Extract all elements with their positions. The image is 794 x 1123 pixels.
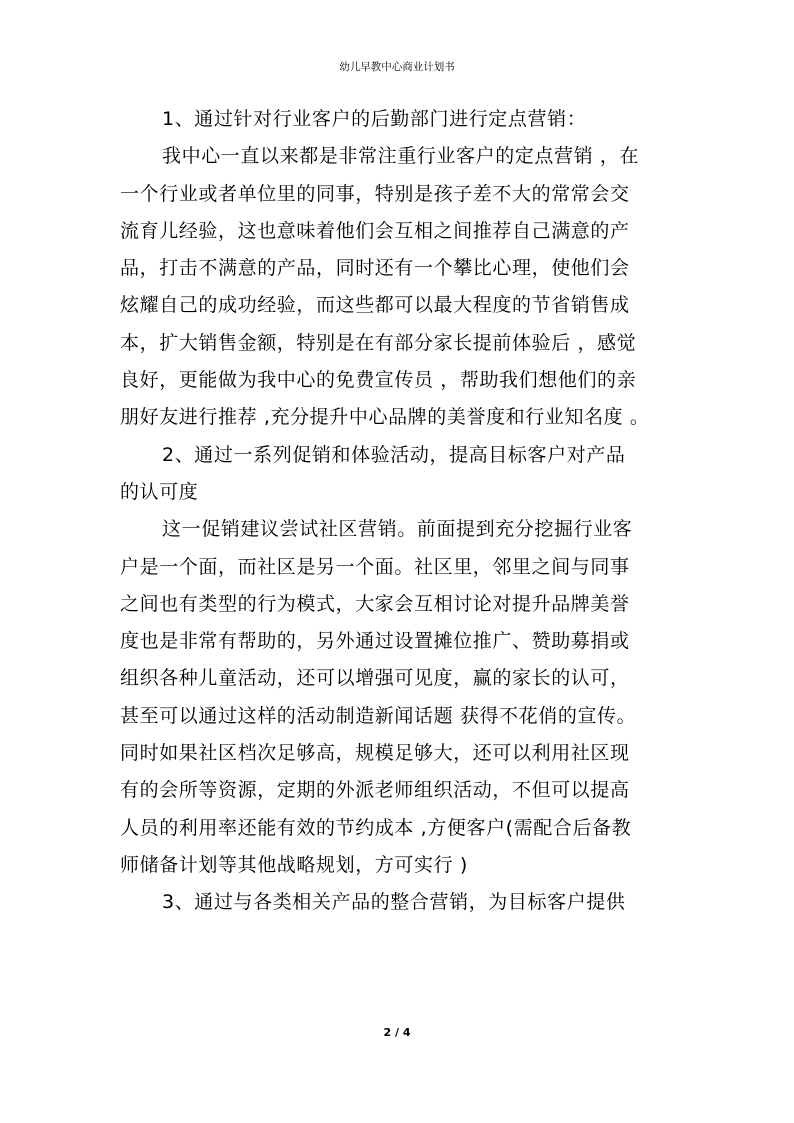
section-heading-2: 2、通过一系列促销和体验活动，提高目标客户对产品 — [162, 443, 626, 466]
paragraph-line: 组织各种儿童活动，还可以增强可见度，赢的家长的认可， — [120, 667, 630, 690]
paragraph-line: 朋好友进行推荐 ,充分提升中心品牌的美誉度和行业知名度 。 — [120, 406, 650, 429]
page-number: 2 / 4 — [383, 1026, 411, 1039]
paragraph-line: 这一促销建议尝试社区营销。前面提到充分挖掘行业客 — [162, 518, 633, 541]
paragraph-line: 一个行业或者单位里的同事，特别是孩子差不大的常常会交 — [120, 182, 630, 205]
paragraph-line: 本，扩大销售金额，特别是在有部分家长提前体验后 ，感觉 — [120, 331, 637, 354]
paragraph-line: 流育儿经验，这也意味着他们会互相之间推荐自己满意的产 — [120, 219, 630, 242]
paragraph-line: 我中心一直以来都是非常注重行业客户的定点营销 ，在 — [162, 145, 640, 168]
paragraph-line: 有的会所等资源，定期的外派老师组织活动，不但可以提高 — [120, 779, 630, 802]
paragraph-line: 甚至可以通过这样的活动制造新闻话题 获得不花俏的宣传。 — [120, 704, 637, 727]
document-body — [120, 101, 680, 922]
paragraph-line: 炫耀自己的成功经验，而这些都可以最大程度的节省销售成 — [120, 294, 630, 317]
paragraph-line: 户是一个面，而社区是另一个面。社区里，邻里之间与同事 — [120, 555, 630, 578]
page-header: 幼儿早教中心商业计划书 — [339, 61, 455, 73]
section-heading-1: 1、通过针对行业客户的后勤部门进行定点营销： — [162, 108, 587, 130]
section-heading-3: 3、通过与各类相关产品的整合营销，为目标客户提供 — [162, 891, 626, 914]
paragraph-line: 度也是非常有帮助的，另外通过设置摊位推广、赞助募捐或 — [120, 630, 630, 653]
paragraph-line: 之间也有类型的行为模式，大家会互相讨论对提升品牌美誉 — [120, 592, 630, 615]
paragraph-line: 良好，更能做为我中心的免费宣传员 ，帮助我们想他们的亲 — [120, 369, 637, 392]
paragraph-line: 品，打击不满意的产品，同时还有一个攀比心理，使他们会 — [120, 257, 630, 280]
paragraph-line: 同时如果社区档次足够高，规模足够大，还可以利用社区现 — [120, 742, 630, 765]
paragraph-line: 人员的利用率还能有效的节约成本 ,方便客户(需配合后备教 — [120, 816, 632, 839]
paragraph-line: 师储备计划等其他战略规划，方可实行 ) — [120, 853, 468, 876]
section-heading-2-cont: 的认可度 — [120, 480, 199, 503]
